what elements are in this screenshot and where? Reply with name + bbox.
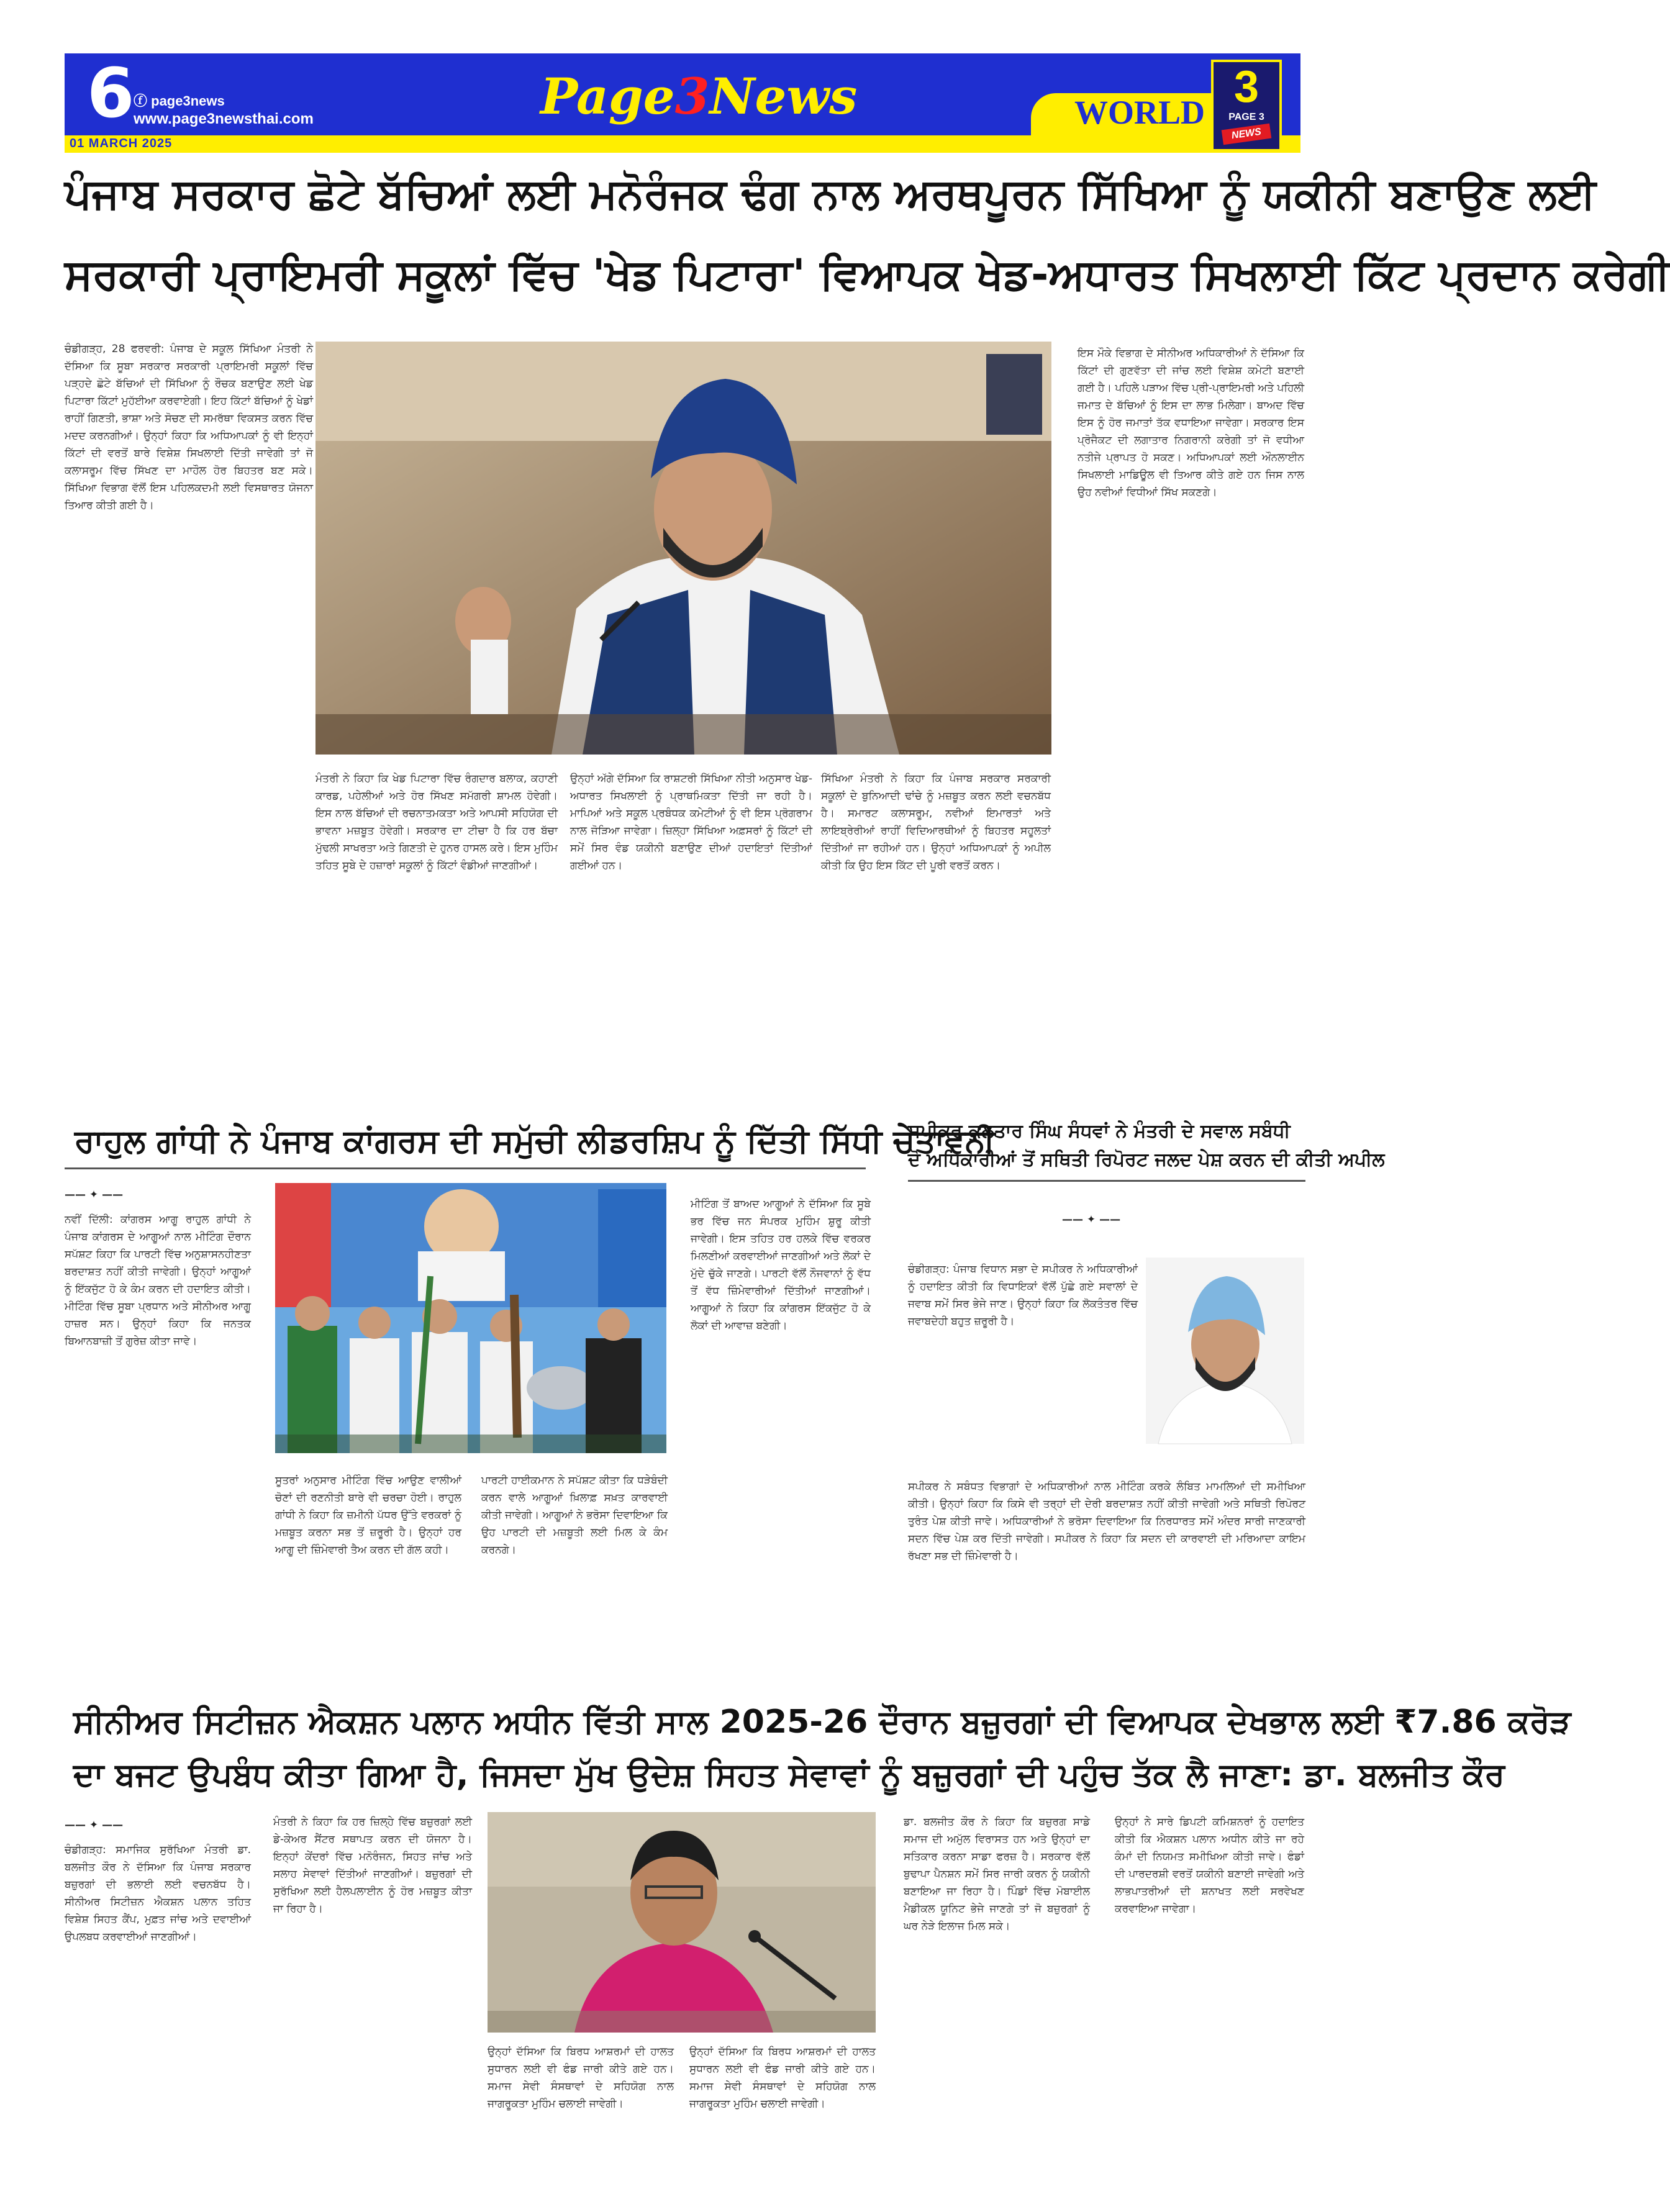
story2-column-a: ਨਵੀਂ ਦਿੱਲੀ: ਕਾਂਗਰਸ ਆਗੂ ਰਾਹੁਲ ਗਾਂਧੀ ਨੇ ਪੰਜਾਬ ਕਾਂਗਰਸ ਦੇ ਆਗੂਆਂ ਨਾਲ ਮੀਟਿੰਗ ਦੌਰਾਨ ਸਪੱਸ਼ਟ ਕਿਹਾ ਕਿ ਪਾਰਟੀ ਵਿੱਚ ਅਨੁਸ਼ਾਸਨਹੀਣਤਾ ਬਰਦਾਸ਼ਤ ਨਹੀਂ ਕੀਤੀ ਜਾਵੇਗੀ। ਉਨ੍ਹਾਂ ਆਗੂਆਂ ਨੂੰ ਇੱਕਜੁੱਟ ਹੋ ਕੇ ਕੰਮ ਕਰਨ ਦੀ ਹਦਾਇਤ ਕੀਤੀ। ਮੀਟਿੰਗ ਵਿੱਚ ਸੂਬਾ ਪ੍ਰਧਾਨ ਅਤੇ ਸੀਨੀਅਰ ਆਗੂ ਹਾਜ਼ਰ ਸਨ। ਉਨ੍ਹਾਂ ਕਿਹਾ ਕਿ ਜਨਤਕ ਬਿਆਨਬਾਜ਼ੀ ਤੋਂ ਗੁਰੇਜ਼ ਕੀਤਾ ਜਾਵੇ। — [65, 1213, 251, 1348]
story3-photo-speaker — [1146, 1258, 1304, 1444]
story3-headline-line1: ਸਪੀਕਰ ਕੁਲਤਾਰ ਸਿੰਘ ਸੰਧਵਾਂ ਨੇ ਮੰਤਰੀ ਦੇ ਸਵਾਲ ਸਬੰਧੀ — [908, 1120, 1291, 1142]
story3-byline: —— ✦ —— — [1062, 1213, 1121, 1226]
story4-photo-minister — [488, 1812, 876, 2033]
logo-number: 3 — [1233, 62, 1259, 112]
story1-headline-line1: ਪੰਜਾਬ ਸਰਕਾਰ ਛੋਟੇ ਬੱਚਿਆਂ ਲਈ ਮਨੋਰੰਜਕ ਢੰਗ ਨਾਲ ਅਰਥਪੂਰਨ ਸਿੱਖਿਆ ਨੂੰ ਯਕੀਨੀ ਬਣਾਉਣ ਲਈ — [65, 170, 1596, 219]
story4-byline: —— ✦ —— — [65, 1819, 124, 1831]
publication-date: 01 MARCH 2025 — [70, 137, 173, 150]
section-label: WORLD — [1074, 94, 1205, 131]
facebook-icon: ⓕ — [134, 93, 152, 109]
story4-headline-line1: ਸੀਨੀਅਰ ਸਿਟੀਜ਼ਨ ਐਕਸ਼ਨ ਪਲਾਨ ਅਧੀਨ ਵਿੱਤੀ ਸਾਲ 2025-26 ਦੌਰਾਨ ਬਜ਼ੁਰਗਾਂ ਦੀ ਵਿਆਪਕ ਦੇਖਭਾਲ ਲਈ ₹7.86 ਕਰੋੜ — [73, 1703, 1571, 1741]
page-number: 6 — [87, 53, 135, 133]
story2-rule — [65, 1167, 866, 1169]
brand-logo-text — [540, 62, 858, 130]
website-url: www.page3newsthai.com — [134, 111, 314, 127]
story3-column-a: ਚੰਡੀਗੜ੍ਹ: ਪੰਜਾਬ ਵਿਧਾਨ ਸਭਾ ਦੇ ਸਪੀਕਰ ਨੇ ਅਧਿਕਾਰੀਆਂ ਨੂੰ ਹਦਾਇਤ ਕੀਤੀ ਕਿ ਵਿਧਾਇਕਾਂ ਵੱਲੋਂ ਪੁੱਛੇ ਗਏ ਸਵਾਲਾਂ ਦੇ ਜਵਾਬ ਸਮੇਂ ਸਿਰ ਭੇਜੇ ਜਾਣ। ਉਨ੍ਹਾਂ ਕਿਹਾ ਕਿ ਲੋਕਤੰਤਰ ਵਿੱਚ ਜਵਾਬਦੇਹੀ ਬਹੁਤ ਜ਼ਰੂਰੀ ਹੈ। — [908, 1263, 1138, 1328]
story2-byline: —— ✦ —— — [65, 1189, 124, 1201]
story1-column-c: ਉਨ੍ਹਾਂ ਅੱਗੇ ਦੱਸਿਆ ਕਿ ਰਾਸ਼ਟਰੀ ਸਿੱਖਿਆ ਨੀਤੀ ਅਨੁਸਾਰ ਖੇਡ-ਅਧਾਰਤ ਸਿਖਲਾਈ ਨੂੰ ਪ੍ਰਾਥਮਿਕਤਾ ਦਿੱਤੀ ਜਾ ਰਹੀ ਹੈ। ਮਾਪਿਆਂ ਅਤੇ ਸਕੂਲ ਪ੍ਰਬੰਧਕ ਕਮੇਟੀਆਂ ਨੂੰ ਵੀ ਇਸ ਪ੍ਰੋਗਰਾਮ ਨਾਲ ਜੋੜਿਆ ਜਾਵੇਗਾ। ਜ਼ਿਲ੍ਹਾ ਸਿੱਖਿਆ ਅਫ਼ਸਰਾਂ ਨੂੰ ਕਿੱਟਾਂ ਦੀ ਸਮੇਂ ਸਿਰ ਵੰਡ ਯਕੀਨੀ ਬਣਾਉਣ ਦੀਆਂ ਹਦਾਇਤਾਂ ਦਿੱਤੀਆਂ ਗਈਆਂ ਹਨ। — [570, 773, 812, 872]
logo-text: PAGE 3 — [1228, 112, 1264, 122]
story4-column-b: ਮੰਤਰੀ ਨੇ ਕਿਹਾ ਕਿ ਹਰ ਜ਼ਿਲ੍ਹੇ ਵਿੱਚ ਬਜ਼ੁਰਗਾਂ ਲਈ ਡੇ-ਕੇਅਰ ਸੈਂਟਰ ਸਥਾਪਤ ਕਰਨ ਦੀ ਯੋਜਨਾ ਹੈ। ਇਨ੍ਹਾਂ ਕੇਂਦਰਾਂ ਵਿੱਚ ਮਨੋਰੰਜਨ, ਸਿਹਤ ਜਾਂਚ ਅਤੇ ਸਲਾਹ ਸੇਵਾਵਾਂ ਦਿੱਤੀਆਂ ਜਾਣਗੀਆਂ। ਬਜ਼ੁਰਗਾਂ ਦੀ ਸੁਰੱਖਿਆ ਲਈ ਹੈਲਪਲਾਈਨ ਨੂੰ ਹੋਰ ਮਜ਼ਬੂਤ ਕੀਤਾ ਜਾ ਰਿਹਾ ਹੈ। — [273, 1816, 472, 1915]
story4-column-c2: ਉਨ੍ਹਾਂ ਦੱਸਿਆ ਕਿ ਬਿਰਧ ਆਸ਼ਰਮਾਂ ਦੀ ਹਾਲਤ ਸੁਧਾਰਨ ਲਈ ਵੀ ਫੰਡ ਜਾਰੀ ਕੀਤੇ ਗਏ ਹਨ। ਸਮਾਜ ਸੇਵੀ ਸੰਸਥਾਵਾਂ ਦੇ ਸਹਿਯੋਗ ਨਾਲ ਜਾਗਰੂਕਤਾ ਮੁਹਿੰਮ ਚਲਾਈ ਜਾਵੇਗੀ। — [689, 2046, 876, 2110]
story3-rule — [908, 1180, 1305, 1182]
story2-photo-rally — [275, 1183, 666, 1453]
story1-column-e: ਇਸ ਮੌਕੇ ਵਿਭਾਗ ਦੇ ਸੀਨੀਅਰ ਅਧਿਕਾਰੀਆਂ ਨੇ ਦੱਸਿਆ ਕਿ ਕਿੱਟਾਂ ਦੀ ਗੁਣਵੱਤਾ ਦੀ ਜਾਂਚ ਲਈ ਵਿਸ਼ੇਸ਼ ਕਮੇਟੀ ਬਣਾਈ ਗਈ ਹੈ। ਪਹਿਲੇ ਪੜਾਅ ਵਿੱਚ ਪ੍ਰੀ-ਪ੍ਰਾਇਮਰੀ ਅਤੇ ਪਹਿਲੀ ਜਮਾਤ ਦੇ ਬੱਚਿਆਂ ਨੂੰ ਇਸ ਦਾ ਲਾਭ ਮਿਲੇਗਾ। ਬਾਅਦ ਵਿੱਚ ਇਸ ਨੂੰ ਹੋਰ ਜਮਾਤਾਂ ਤੱਕ ਵਧਾਇਆ ਜਾਵੇਗਾ। ਸਰਕਾਰ ਇਸ ਪ੍ਰੋਜੈਕਟ ਦੀ ਲਗਾਤਾਰ ਨਿਗਰਾਨੀ ਕਰੇਗੀ ਤਾਂ ਜੋ ਵਧੀਆ ਨਤੀਜੇ ਪ੍ਰਾਪਤ ਹੋ ਸਕਣ। ਅਧਿਆਪਕਾਂ ਲਈ ਔਨਲਾਈਨ ਸਿਖਲਾਈ ਮਾਡਿਊਲ ਵੀ ਤਿਆਰ ਕੀਤੇ ਗਏ ਹਨ ਜਿਸ ਨਾਲ ਉਹ ਨਵੀਆਂ ਵਿਧੀਆਂ ਸਿੱਖ ਸਕਣਗੇ। — [1078, 347, 1304, 499]
social-handle — [134, 91, 225, 110]
story1-column-a: ਚੰਡੀਗੜ੍ਹ, 28 ਫਰਵਰੀ: ਪੰਜਾਬ ਦੇ ਸਕੂਲ ਸਿੱਖਿਆ ਮੰਤਰੀ ਨੇ ਦੱਸਿਆ ਕਿ ਸੂਬਾ ਸਰਕਾਰ ਸਰਕਾਰੀ ਪ੍ਰਾਇਮਰੀ ਸਕੂਲਾਂ ਵਿੱਚ ਪੜ੍ਹਦੇ ਛੋਟੇ ਬੱਚਿਆਂ ਦੀ ਸਿੱਖਿਆ ਨੂੰ ਰੌਚਕ ਬਣਾਉਣ ਲਈ ਖੇਡ ਪਿਟਾਰਾ ਕਿੱਟਾਂ ਮੁਹੱਈਆ ਕਰਵਾਏਗੀ। ਇਹ ਕਿੱਟਾਂ ਬੱਚਿਆਂ ਨੂੰ ਖੇਡਾਂ ਰਾਹੀਂ ਗਿਣਤੀ, ਭਾਸ਼ਾ ਅਤੇ ਸੋਚਣ ਦੀ ਸਮਰੱਥਾ ਵਿਕਸਤ ਕਰਨ ਵਿੱਚ ਮਦਦ ਕਰਨਗੀਆਂ। ਉਨ੍ਹਾਂ ਕਿਹਾ ਕਿ ਅਧਿਆਪਕਾਂ ਨੂੰ ਵੀ ਇਨ੍ਹਾਂ ਕਿੱਟਾਂ ਦੀ ਵਰਤੋਂ ਬਾਰੇ ਵਿਸ਼ੇਸ਼ ਸਿਖਲਾਈ ਦਿੱਤੀ ਜਾਵੇਗੀ ਤਾਂ ਜੋ ਕਲਾਸਰੂਮ ਵਿੱਚ ਸਿੱਖਣ ਦਾ ਮਾਹੌਲ ਹੋਰ ਬਿਹਤਰ ਬਣ ਸਕੇ। ਸਿੱਖਿਆ ਵਿਭਾਗ ਵੱਲੋਂ ਇਸ ਪਹਿਲਕਦਮੀ ਲਈ ਵਿਸਥਾਰਤ ਯੋਜਨਾ ਤਿਆਰ ਕੀਤੀ ਗਈ ਹੈ। — [65, 343, 313, 512]
speaker-photo — [1146, 1258, 1304, 1444]
story2-column-d: ਮੀਟਿੰਗ ਤੋਂ ਬਾਅਦ ਆਗੂਆਂ ਨੇ ਦੱਸਿਆ ਕਿ ਸੂਬੇ ਭਰ ਵਿੱਚ ਜਨ ਸੰਪਰਕ ਮੁਹਿੰਮ ਸ਼ੁਰੂ ਕੀਤੀ ਜਾਵੇਗੀ। ਇਸ ਤਹਿਤ ਹਰ ਹਲਕੇ ਵਿੱਚ ਵਰਕਰ ਮਿਲਣੀਆਂ ਕਰਵਾਈਆਂ ਜਾਣਗੀਆਂ ਅਤੇ ਲੋਕਾਂ ਦੇ ਮੁੱਦੇ ਚੁੱਕੇ ਜਾਣਗੇ। ਪਾਰਟੀ ਵੱਲੋਂ ਨੌਜਵਾਨਾਂ ਨੂੰ ਵੱਧ ਤੋਂ ਵੱਧ ਜ਼ਿੰਮੇਵਾਰੀਆਂ ਦਿੱਤੀਆਂ ਜਾਣਗੀਆਂ। ਆਗੂਆਂ ਨੇ ਕਿਹਾ ਕਿ ਕਾਂਗਰਸ ਇੱਕਜੁੱਟ ਹੋ ਕੇ ਲੋਕਾਂ ਦੀ ਆਵਾਜ਼ ਬਣੇਗੀ। — [691, 1198, 871, 1332]
brand-word-page: Page — [540, 67, 675, 125]
baljit-kaur-photo — [488, 1812, 876, 2033]
brand-word-news: News — [709, 67, 858, 125]
logo-badge — [1211, 60, 1282, 152]
story2-headline: ਰਾਹੁਲ ਗਾਂਧੀ ਨੇ ਪੰਜਾਬ ਕਾਂਗਰਸ ਦੀ ਸਮੁੱਚੀ ਲੀਡਰਸ਼ਿਪ ਨੂੰ ਦਿੱਤੀ ਸਿੱਧੀ ਚੇਤਾਵਨੀ — [75, 1123, 996, 1160]
story3-headline-line2: ਦੋ ਅਧਿਕਾਰੀਆਂ ਤੋਂ ਸਥਿਤੀ ਰਿਪੋਰਟ ਜਲਦ ਪੇਸ਼ ਕਰਨ ਦੀ ਕੀਤੀ ਅਪੀਲ — [908, 1149, 1385, 1171]
story1-column-b: ਮੰਤਰੀ ਨੇ ਕਿਹਾ ਕਿ ਖੇਡ ਪਿਟਾਰਾ ਵਿੱਚ ਰੰਗਦਾਰ ਬਲਾਕ, ਕਹਾਣੀ ਕਾਰਡ, ਪਹੇਲੀਆਂ ਅਤੇ ਹੋਰ ਸਿੱਖਣ ਸਮੱਗਰੀ ਸ਼ਾਮਲ ਹੋਵੇਗੀ। ਇਸ ਨਾਲ ਬੱਚਿਆਂ ਦੀ ਰਚਨਾਤਮਕਤਾ ਅਤੇ ਆਪਸੀ ਸਹਿਯੋਗ ਦੀ ਭਾਵਨਾ ਮਜ਼ਬੂਤ ਹੋਵੇਗੀ। ਸਰਕਾਰ ਦਾ ਟੀਚਾ ਹੈ ਕਿ ਹਰ ਬੱਚਾ ਮੁੱਢਲੀ ਸਾਖਰਤਾ ਅਤੇ ਗਿਣਤੀ ਦੇ ਹੁਨਰ ਹਾਸਲ ਕਰੇ। ਇਸ ਮੁਹਿੰਮ ਤਹਿਤ ਸੂਬੇ ਦੇ ਹਜ਼ਾਰਾਂ ਸਕੂਲਾਂ ਨੂੰ ਕਿੱਟਾਂ ਵੰਡੀਆਂ ਜਾਣਗੀਆਂ। — [315, 773, 558, 872]
logo-ribbon: NEWS — [1222, 124, 1272, 145]
rally-photo — [275, 1183, 666, 1453]
story4-column-d: ਡਾ. ਬਲਜੀਤ ਕੌਰ ਨੇ ਕਿਹਾ ਕਿ ਬਜ਼ੁਰਗ ਸਾਡੇ ਸਮਾਜ ਦੀ ਅਮੁੱਲ ਵਿਰਾਸਤ ਹਨ ਅਤੇ ਉਨ੍ਹਾਂ ਦਾ ਸਤਿਕਾਰ ਕਰਨਾ ਸਾਡਾ ਫਰਜ਼ ਹੈ। ਸਰਕਾਰ ਵੱਲੋਂ ਬੁਢਾਪਾ ਪੈਨਸ਼ਨ ਸਮੇਂ ਸਿਰ ਜਾਰੀ ਕਰਨ ਨੂੰ ਯਕੀਨੀ ਬਣਾਇਆ ਜਾ ਰਿਹਾ ਹੈ। ਪਿੰਡਾਂ ਵਿੱਚ ਮੋਬਾਈਲ ਮੈਡੀਕਲ ਯੂਨਿਟ ਭੇਜੇ ਜਾਣਗੇ ਤਾਂ ਜੋ ਬਜ਼ੁਰਗਾਂ ਨੂੰ ਘਰ ਨੇੜੇ ਇਲਾਜ ਮਿਲ ਸਕੇ। — [904, 1816, 1090, 1933]
story1-photo-minister — [315, 342, 1051, 755]
story1-column-d: ਸਿੱਖਿਆ ਮੰਤਰੀ ਨੇ ਕਿਹਾ ਕਿ ਪੰਜਾਬ ਸਰਕਾਰ ਸਰਕਾਰੀ ਸਕੂਲਾਂ ਦੇ ਬੁਨਿਆਦੀ ਢਾਂਚੇ ਨੂੰ ਮਜ਼ਬੂਤ ਕਰਨ ਲਈ ਵਚਨਬੱਧ ਹੈ। ਸਮਾਰਟ ਕਲਾਸਰੂਮ, ਨਵੀਆਂ ਇਮਾਰਤਾਂ ਅਤੇ ਲਾਇਬ੍ਰੇਰੀਆਂ ਰਾਹੀਂ ਵਿਦਿਆਰਥੀਆਂ ਨੂੰ ਬਿਹਤਰ ਸਹੂਲਤਾਂ ਦਿੱਤੀਆਂ ਜਾ ਰਹੀਆਂ ਹਨ। ਉਨ੍ਹਾਂ ਅਧਿਆਪਕਾਂ ਨੂੰ ਅਪੀਲ ਕੀਤੀ ਕਿ ਉਹ ਇਸ ਕਿੱਟ ਦੀ ਪੂਰੀ ਵਰਤੋਂ ਕਰਨ। — [821, 773, 1051, 872]
story4-column-c: ਉਨ੍ਹਾਂ ਦੱਸਿਆ ਕਿ ਬਿਰਧ ਆਸ਼ਰਮਾਂ ਦੀ ਹਾਲਤ ਸੁਧਾਰਨ ਲਈ ਵੀ ਫੰਡ ਜਾਰੀ ਕੀਤੇ ਗਏ ਹਨ। ਸਮਾਜ ਸੇਵੀ ਸੰਸਥਾਵਾਂ ਦੇ ਸਹਿਯੋਗ ਨਾਲ ਜਾਗਰੂਕਤਾ ਮੁਹਿੰਮ ਚਲਾਈ ਜਾਵੇਗੀ। — [488, 2046, 674, 2110]
story4-column-a: ਚੰਡੀਗੜ੍ਹ: ਸਮਾਜਿਕ ਸੁਰੱਖਿਆ ਮੰਤਰੀ ਡਾ. ਬਲਜੀਤ ਕੌਰ ਨੇ ਦੱਸਿਆ ਕਿ ਪੰਜਾਬ ਸਰਕਾਰ ਬਜ਼ੁਰਗਾਂ ਦੀ ਭਲਾਈ ਲਈ ਵਚਨਬੱਧ ਹੈ। ਸੀਨੀਅਰ ਸਿਟੀਜ਼ਨ ਐਕਸ਼ਨ ਪਲਾਨ ਤਹਿਤ ਵਿਸ਼ੇਸ਼ ਸਿਹਤ ਕੈਂਪ, ਮੁਫ਼ਤ ਜਾਂਚ ਅਤੇ ਦਵਾਈਆਂ ਉਪਲਬਧ ਕਰਵਾਈਆਂ ਜਾਣਗੀਆਂ। — [65, 1844, 251, 1943]
story4-headline-line2: ਦਾ ਬਜਟ ਉਪਬੰਧ ਕੀਤਾ ਗਿਆ ਹੈ, ਜਿਸਦਾ ਮੁੱਖ ਉਦੇਸ਼ ਸਿਹਤ ਸੇਵਾਵਾਂ ਨੂੰ ਬਜ਼ੁਰਗਾਂ ਦੀ ਪਹੁੰਚ ਤੱਕ ਲੈ ਜਾਣਾ: ਡਾ. ਬਲਜੀਤ ਕੌਰ — [73, 1756, 1505, 1793]
social-handle-text: page3news — [151, 93, 225, 109]
story2-column-c: ਪਾਰਟੀ ਹਾਈਕਮਾਨ ਨੇ ਸਪੱਸ਼ਟ ਕੀਤਾ ਕਿ ਧੜੇਬੰਦੀ ਕਰਨ ਵਾਲੇ ਆਗੂਆਂ ਖ਼ਿਲਾਫ਼ ਸਖ਼ਤ ਕਾਰਵਾਈ ਕੀਤੀ ਜਾਵੇਗੀ। ਆਗੂਆਂ ਨੇ ਭਰੋਸਾ ਦਿਵਾਇਆ ਕਿ ਉਹ ਪਾਰਟੀ ਦੀ ਮਜ਼ਬੂਤੀ ਲਈ ਮਿਲ ਕੇ ਕੰਮ ਕਰਨਗੇ। — [481, 1474, 668, 1556]
story4-column-e: ਉਨ੍ਹਾਂ ਨੇ ਸਾਰੇ ਡਿਪਟੀ ਕਮਿਸ਼ਨਰਾਂ ਨੂੰ ਹਦਾਇਤ ਕੀਤੀ ਕਿ ਐਕਸ਼ਨ ਪਲਾਨ ਅਧੀਨ ਕੀਤੇ ਜਾ ਰਹੇ ਕੰਮਾਂ ਦੀ ਨਿਯਮਤ ਸਮੀਖਿਆ ਕੀਤੀ ਜਾਵੇ। ਫੰਡਾਂ ਦੀ ਪਾਰਦਰਸ਼ੀ ਵਰਤੋਂ ਯਕੀਨੀ ਬਣਾਈ ਜਾਵੇਗੀ ਅਤੇ ਲਾਭਪਾਤਰੀਆਂ ਦੀ ਸ਼ਨਾਖਤ ਲਈ ਸਰਵੇਖਣ ਕਰਵਾਇਆ ਜਾਵੇਗਾ। — [1115, 1816, 1304, 1915]
brand-number: 3 — [674, 67, 710, 125]
minister-photo — [315, 342, 1051, 755]
story1-headline-line2: ਸਰਕਾਰੀ ਪ੍ਰਾਇਮਰੀ ਸਕੂਲਾਂ ਵਿੱਚ 'ਖੇਡ ਪਿਟਾਰਾ' ਵਿਆਪਕ ਖੇਡ-ਅਧਾਰਤ ਸਿਖਲਾਈ ਕਿੱਟ ਪ੍ਰਦਾਨ ਕਰੇਗੀ — [65, 250, 1670, 299]
story3-column-b: ਸਪੀਕਰ ਨੇ ਸਬੰਧਤ ਵਿਭਾਗਾਂ ਦੇ ਅਧਿਕਾਰੀਆਂ ਨਾਲ ਮੀਟਿੰਗ ਕਰਕੇ ਲੰਬਿਤ ਮਾਮਲਿਆਂ ਦੀ ਸਮੀਖਿਆ ਕੀਤੀ। ਉਨ੍ਹਾਂ ਕਿਹਾ ਕਿ ਕਿਸੇ ਵੀ ਤਰ੍ਹਾਂ ਦੀ ਦੇਰੀ ਬਰਦਾਸ਼ਤ ਨਹੀਂ ਕੀਤੀ ਜਾਵੇਗੀ ਅਤੇ ਸਥਿਤੀ ਰਿਪੋਰਟ ਤੁਰੰਤ ਪੇਸ਼ ਕੀਤੀ ਜਾਵੇ। ਅਧਿਕਾਰੀਆਂ ਨੇ ਭਰੋਸਾ ਦਿਵਾਇਆ ਕਿ ਨਿਰਧਾਰਤ ਸਮੇਂ ਅੰਦਰ ਸਾਰੀ ਜਾਣਕਾਰੀ ਸਦਨ ਵਿੱਚ ਪੇਸ਼ ਕਰ ਦਿੱਤੀ ਜਾਵੇਗੀ। ਸਪੀਕਰ ਨੇ ਕਿਹਾ ਕਿ ਸਦਨ ਦੀ ਕਾਰਵਾਈ ਦੀ ਮਰਿਆਦਾ ਕਾਇਮ ਰੱਖਣਾ ਸਭ ਦੀ ਜ਼ਿੰਮੇਵਾਰੀ ਹੈ। — [908, 1480, 1305, 1562]
story2-column-b: ਸੂਤਰਾਂ ਅਨੁਸਾਰ ਮੀਟਿੰਗ ਵਿੱਚ ਆਉਣ ਵਾਲੀਆਂ ਚੋਣਾਂ ਦੀ ਰਣਨੀਤੀ ਬਾਰੇ ਵੀ ਚਰਚਾ ਹੋਈ। ਰਾਹੁਲ ਗਾਂਧੀ ਨੇ ਕਿਹਾ ਕਿ ਜ਼ਮੀਨੀ ਪੱਧਰ ਉੱਤੇ ਵਰਕਰਾਂ ਨੂੰ ਮਜ਼ਬੂਤ ਕਰਨਾ ਸਭ ਤੋਂ ਜ਼ਰੂਰੀ ਹੈ। ਉਨ੍ਹਾਂ ਹਰ ਆਗੂ ਦੀ ਜ਼ਿੰਮੇਵਾਰੀ ਤੈਅ ਕਰਨ ਦੀ ਗੱਲ ਕਹੀ। — [275, 1474, 461, 1556]
